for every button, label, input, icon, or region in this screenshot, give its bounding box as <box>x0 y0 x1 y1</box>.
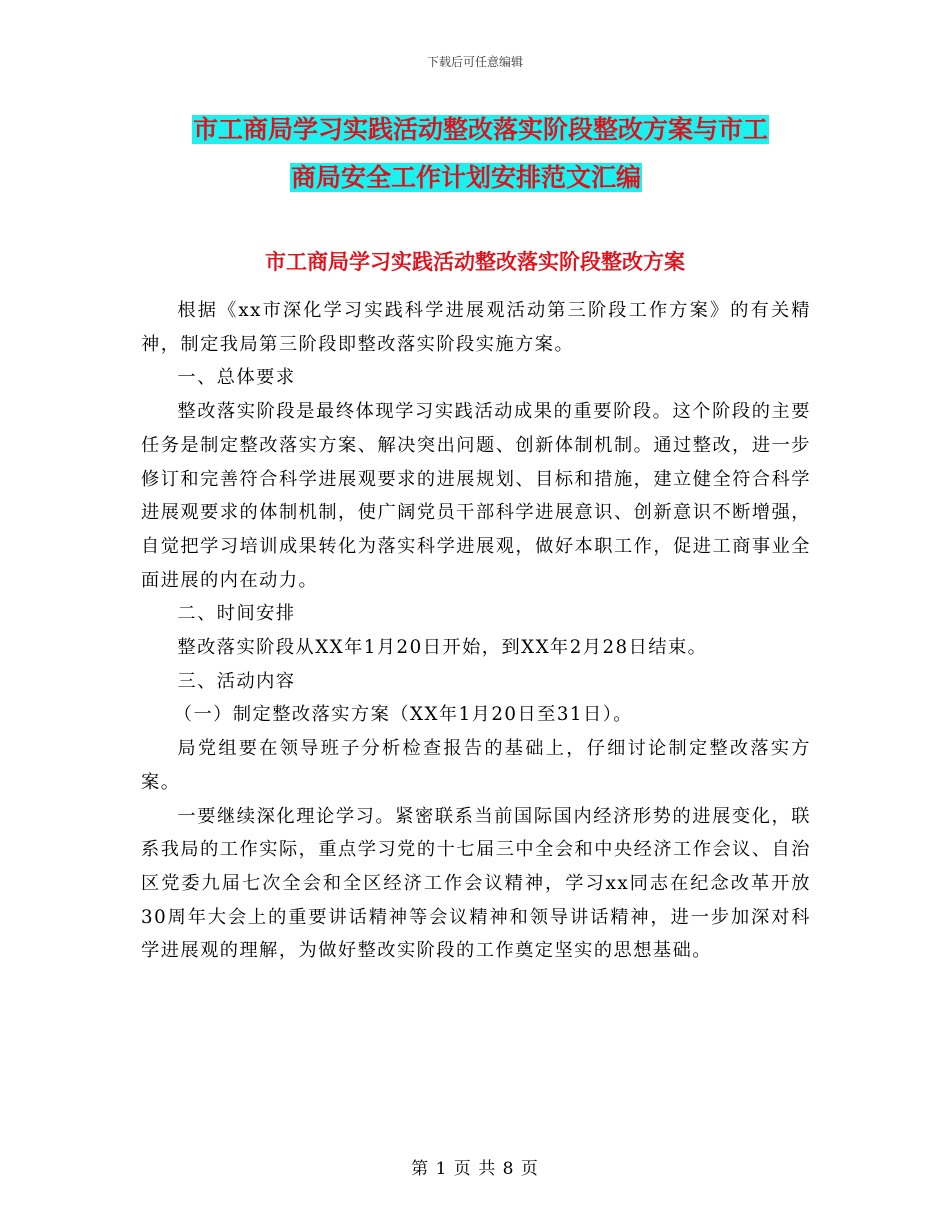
page-footer: 第 1 页 共 8 页 <box>411 1159 539 1179</box>
header-note: 下载后可任意编辑 <box>426 55 523 69</box>
section-title: 市工商局学习实践活动整改落实阶段整改方案 <box>265 250 685 274</box>
section-heading: 一、总体要求 <box>177 367 296 389</box>
section-heading: 二、时间安排 <box>177 603 296 625</box>
body-text <box>141 294 811 968</box>
paragraph: 局党组要在领导班子分析检查报告的基础上，仔细讨论制定整改落实方案。 <box>141 738 811 793</box>
title-line-1: 市工商局学习实践活动整改落实阶段整改方案与市工 <box>193 115 769 144</box>
paragraph: 整改落实阶段是最终体现学习实践活动成果的重要阶段。这个阶段的主要任务是制定整改落实方案、解决突出问题、创新体制机制。通过整改，进一步修订和完善符合科学进展观要求的进展规划、目标和措施，建立健全符合科学进展观要求的体制机制，使广阔党员干部科学进展意识、创新意识不断增强，自觉把学习培训成果转化为落实科学进展观，做好本职工作，促进工商事业全面进展的内在动力。 <box>141 401 811 591</box>
paragraph: 一要继续深化理论学习。紧密联系当前国际国内经济形势的进展变化，联系我局的工作实际，重点学习党的十七届三中全会和中央经济工作会议、自治区党委九届七次全会和全区经济工作会议精神，学习xx同志在纪念改革开放30周年大会上的重要讲话精神等会议精神和领导讲话精神，进一步加深对科学进展观的理解，为做好整改实阶段的工作奠定坚实的思想基础。 <box>141 805 811 962</box>
paragraph: 根据《xx市深化学习实践科学进展观活动第三阶段工作方案》的有关精神，制定我局第三阶段即整改落实阶段实施方案。 <box>141 300 811 355</box>
title-line-2: 商局安全工作计划安排范文汇编 <box>291 163 642 192</box>
document-title <box>140 106 810 202</box>
paragraph: 整改落实阶段从XX年1月20日开始，到XX年2月28日结束。 <box>177 637 708 659</box>
section-heading: 三、活动内容 <box>177 670 296 692</box>
sub-heading: （一）制定整改落实方案（XX年1月20日至31日）。 <box>173 704 633 726</box>
